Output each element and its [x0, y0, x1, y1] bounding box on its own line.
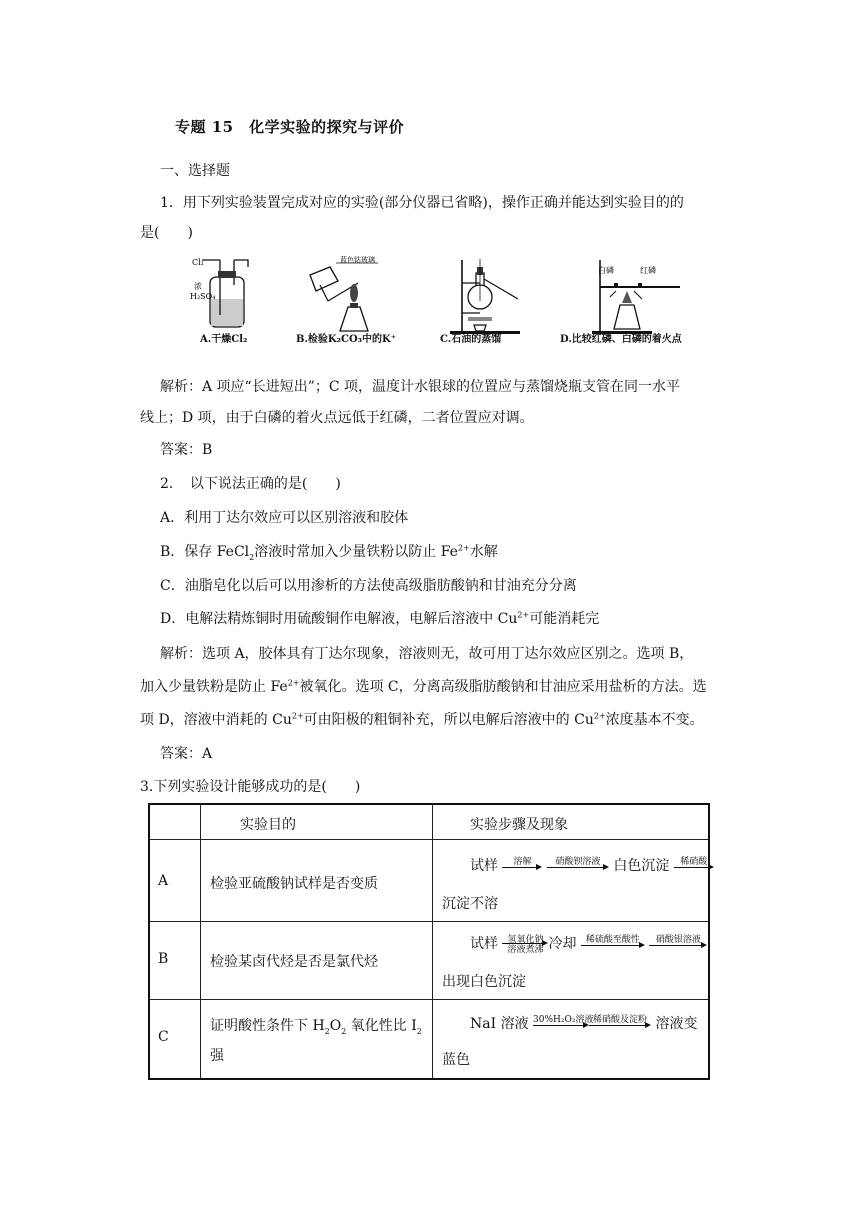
table-header-steps: 实验步骤及现象: [470, 817, 568, 833]
row-b-purpose: 检验某卤代烃是否是氯代烃: [210, 954, 378, 970]
fig-d-label-red-p: 红磷: [640, 266, 656, 275]
row-label-c: C: [158, 1029, 169, 1045]
row-c-purpose-line2: 强: [210, 1048, 224, 1064]
q2-analysis-line2: 加入少量铁粉是防止 $Fe^{2+}$被氧化。选项 C，分离高级脂肪酸钠和甘油应采用盐析的方法。选: [140, 678, 707, 695]
fig-b-label-cobalt-glass: 蓝色钴玻璃: [340, 256, 375, 264]
row-a-steps-line1: 试样 溶解 硝酸钡溶液 白色沉淀 稀硝酸: [470, 855, 714, 877]
row-c-purpose-line1: 证明酸性条件下 $H_2O_2$ 氧化性比 $I_2$: [210, 1018, 422, 1036]
section-heading: 一、选择题: [160, 163, 230, 179]
q2-option-b: B．保存 FeCl$_2$溶液时常加入少量铁粉以防止 $Fe^{2+}$水解: [160, 543, 498, 562]
row-a-purpose: 检验亚硫酸钠试样是否变质: [210, 876, 378, 892]
row-b-steps-line1: 试样 氢氧化钠 溶液煮沸 冷却 稀硫酸至酸性 硝酸银溶液: [470, 933, 707, 955]
table-header-purpose: 实验目的: [240, 817, 296, 833]
q1-stem-line1: 1．用下列实验装置完成对应的实验(部分仪器已省略)，操作正确并能达到实验目的的: [160, 195, 684, 211]
row-label-a: A: [158, 873, 169, 889]
experiment-table: [148, 803, 710, 1080]
row-b-steps-line2: 出现白色沉淀: [442, 974, 526, 990]
q3-stem: 3.下列实验设计能够成功的是( ): [140, 779, 361, 795]
fig-a-label-conc: 浓: [194, 282, 202, 291]
fig-c-caption: C.石油的蒸馏: [440, 334, 502, 345]
q2-answer: 答案：A: [160, 746, 213, 762]
fig-a-label-h2so4: H₂SO₄: [190, 292, 216, 301]
row-label-b: B: [158, 951, 169, 967]
fig-a-caption: A.干燥Cl₂: [200, 334, 248, 345]
row-c-steps-line2: 蓝色: [442, 1052, 470, 1068]
page-title: 专题 15 化学实验的探究与评价: [175, 118, 405, 136]
q1-analysis-line1: 解析：A 项应“长进短出”；C 项，温度计水银球的位置应与蒸馏烧瓶支管在同一水平: [160, 379, 681, 395]
q1-analysis-line2: 线上；D 项，由于白磷的着火点远低于红磷，二者位置应对调。: [140, 410, 534, 426]
q2-option-a: A．利用丁达尔效应可以区别溶液和胶体: [160, 510, 409, 526]
row-a-steps-line2: 沉淀不溶: [442, 896, 498, 912]
q2-option-c: C．油脂皂化以后可以用渗析的方法使高级脂肪酸钠和甘油充分分离: [160, 578, 577, 594]
q2-analysis-line1: 解析：选项 A，胶体具有丁达尔现象，溶液则无，故可用丁达尔效应区别之。选项 B，: [160, 646, 694, 662]
q2-option-d: D．电解法精炼铜时用硫酸铜作电解液，电解后溶液中 $Cu^{2+}$可能消耗完: [160, 610, 600, 627]
q2-stem: 2． 以下说法正确的是( ): [160, 476, 341, 492]
row-c-steps-line1: NaI 溶液 30%H₂O₂溶液 稀硝酸及淀粉 溶液变: [470, 1015, 698, 1032]
fig-b-caption: B.检验K₂CO₃中的K⁺: [296, 334, 397, 345]
q1-stem-line2: 是( ): [140, 225, 193, 241]
q1-answer: 答案：B: [160, 442, 213, 458]
q2-analysis-line3: 项 D，溶液中消耗的 $Cu^{2+}$可由阳极的粗铜补充，所以电解后溶液中的 $Cu^{2+}$浓度基本不变。: [140, 711, 704, 728]
fig-a-label-cl2: Cl₂: [192, 258, 204, 267]
fig-d-label-white-p: 白磷: [598, 266, 614, 275]
fig-d-caption: D.比较红磷、白磷的着火点: [560, 334, 682, 345]
